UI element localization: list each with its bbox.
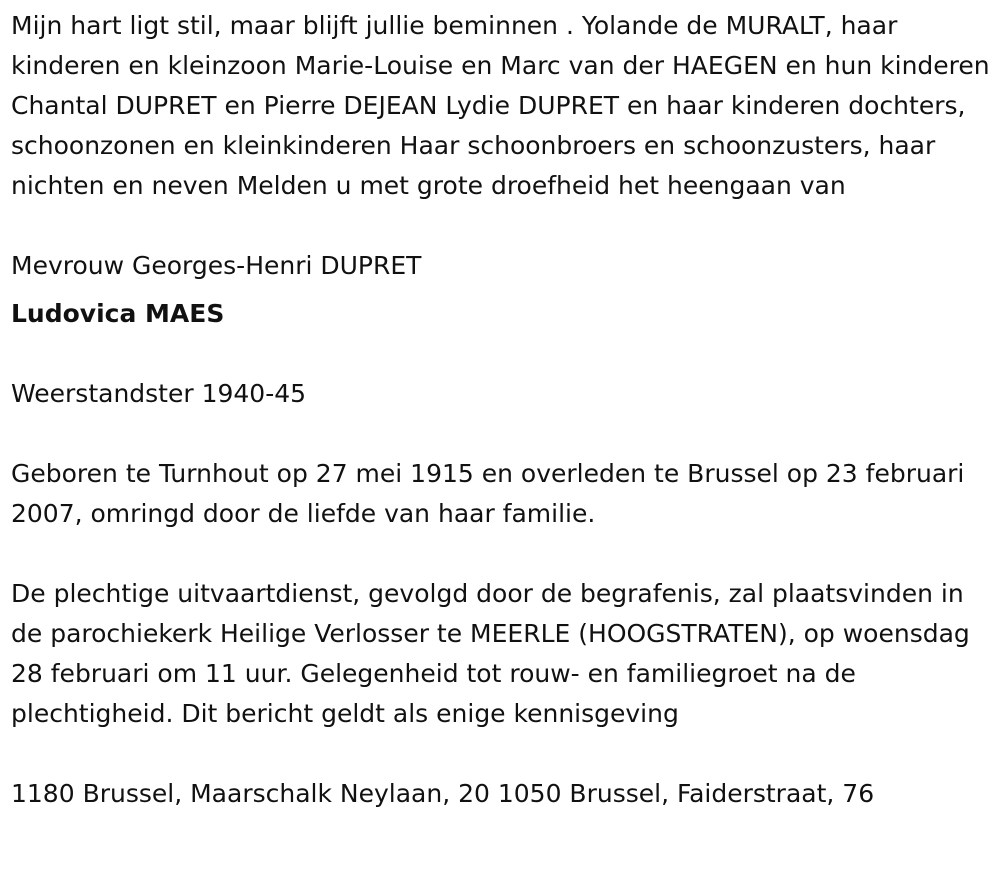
deceased-title-name: Mevrouw Georges-Henri DUPRET	[11, 251, 422, 280]
intro-paragraph: Mijn hart ligt stil, maar blijft jullie beminnen . Yolande de MURALT, haar kinderen en kleinzoon Marie-Louise en Marc van der HAEGEN en hun kinderen Chantal DUPRET en Pierre DEJEAN Lydie DUPRET en haar kinderen dochters, schoonzonen en kleinkinderen Haar schoonbroers en schoonzusters, haar nichten en neven Melden u met grote droefheid het heengaan van	[11, 11, 990, 200]
addresses-line: 1180 Brussel, Maarschalk Neylaan, 20 1050 Brussel, Faiderstraat, 76	[11, 779, 875, 808]
birth-death-paragraph: Geboren te Turnhout op 27 mei 1915 en overleden te Brussel op 23 februari 2007, omringd door de liefde van haar familie.	[11, 459, 965, 528]
deceased-name: Ludovica MAES	[11, 299, 225, 328]
funeral-paragraph: De plechtige uitvaartdienst, gevolgd door de begrafenis, zal plaatsvinden in de parochiekerk Heilige Verlosser te MEERLE (HOOGSTRATEN), op woensdag 28 februari om 11 uur. Gelegenheid tot rouw- en familiegroet na de plechtigheid. Dit bericht geldt als enige kennisgeving	[11, 579, 970, 728]
designation-text: Weerstandster 1940-45	[11, 379, 307, 408]
obituary-document	[11, 6, 991, 814]
